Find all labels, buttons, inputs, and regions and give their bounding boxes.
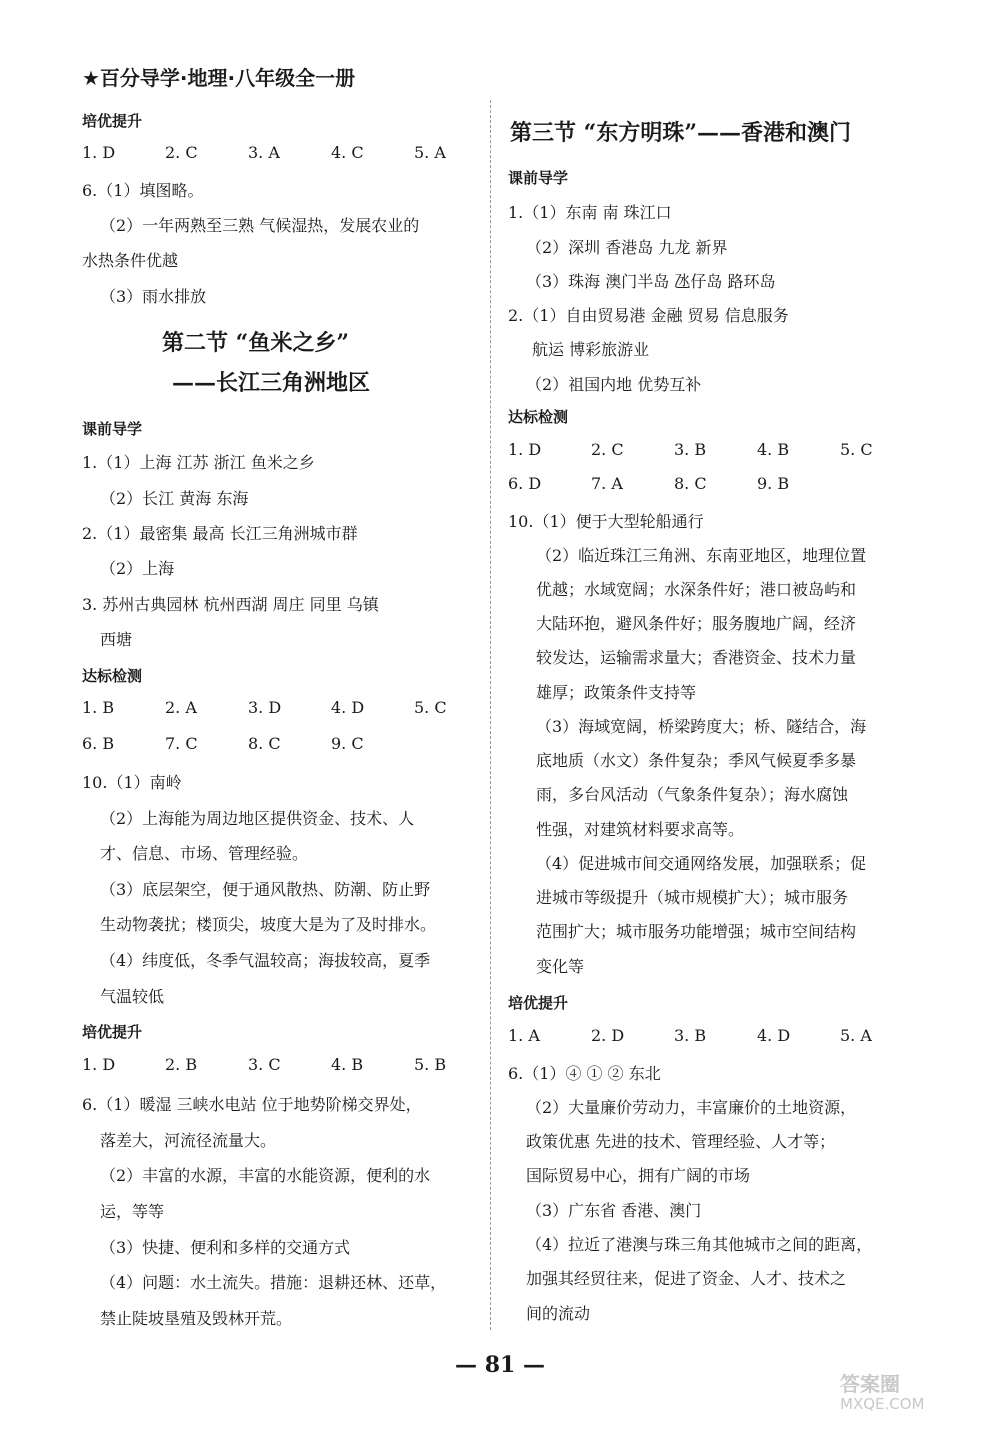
text-line: 雨，多台风活动（气象条件复杂）；海水腐蚀	[536, 785, 849, 804]
text-line: 大陆环抱，避风条件好；服务腹地广阔，经济	[536, 614, 857, 633]
text-line: 变化等	[536, 957, 585, 976]
text-line: 生动物袭扰；楼顶尖，坡度大是为了及时排水。	[100, 915, 437, 934]
section-subtitle: ——长江三角洲地区	[172, 370, 371, 396]
answer: 2. C	[591, 440, 624, 459]
answer: 3. B	[674, 1026, 707, 1045]
answer: 8. C	[674, 474, 707, 493]
answer: 5. A	[840, 1026, 872, 1045]
text-line: 10.（1）便于大型轮船通行	[508, 512, 704, 531]
text-line: 2.（1）最密集 最高 长江三角洲城市群	[82, 524, 358, 543]
answer: 1. D	[82, 1055, 116, 1074]
text-line: （2）临近珠江三角洲、东南亚地区，地理位置	[536, 546, 867, 565]
answer-row	[82, 734, 414, 753]
text-line: 底地质（水文）条件复杂；季风气候夏季多暴	[536, 751, 857, 770]
text-line: 加强其经贸往来，促进了资金、人才、技术之	[526, 1269, 847, 1288]
text-line: 政策优惠 先进的技术、管理经验、人才等；	[526, 1132, 836, 1151]
text-line: 1.（1）上海 江苏 浙江 鱼米之乡	[82, 453, 315, 472]
answer-row	[82, 1055, 497, 1074]
text-line: （2）上海	[100, 559, 175, 578]
text-line: 进城市等级提升（城市规模扩大）；城市服务	[536, 888, 849, 907]
answer: 8. C	[248, 734, 281, 753]
answer: 4. D	[331, 698, 365, 717]
text-line: 性强，对建筑材料要求高等。	[536, 820, 745, 839]
text-line: （4）拉近了港澳与珠三角其他城市之间的距离，	[526, 1235, 873, 1254]
watermark-logo: 答案圈	[840, 1372, 900, 1396]
answer: 6. B	[82, 734, 115, 753]
text-line: 西塘	[100, 630, 133, 649]
text-line: （2）一年两熟至三熟 气候湿热，发展农业的	[100, 216, 420, 235]
text-line: 6.（1）暖湿 三峡水电站 位于地势阶梯交界处，	[82, 1095, 422, 1114]
text-line: 运，等等	[100, 1202, 165, 1221]
section-heading: 培优提升	[82, 1023, 143, 1041]
answer: 3. B	[674, 440, 707, 459]
answer: 5. C	[414, 698, 447, 717]
answer: 4. D	[757, 1026, 791, 1045]
answer: 7. C	[165, 734, 198, 753]
answer: 5. A	[414, 143, 446, 162]
answer: 5. C	[840, 440, 873, 459]
text-line: 优越；水域宽阔；水深条件好；港口被岛屿和	[536, 580, 857, 599]
answer: 2. A	[165, 698, 197, 717]
section-heading: 培优提升	[82, 112, 143, 130]
section-heading: 课前导学	[508, 169, 569, 187]
book-header: ★百分导学·地理·八年级全一册	[82, 66, 356, 90]
text-line: （2）祖国内地 优势互补	[526, 375, 702, 394]
answer: 3. C	[248, 1055, 281, 1074]
text-line: 气温较低	[100, 987, 165, 1006]
answer: 1. B	[82, 698, 115, 717]
text-line: （2）深圳 香港岛 九龙 新界	[526, 238, 728, 257]
answer: 2. C	[165, 143, 198, 162]
text-line: （4）促进城市间交通网络发展，加强联系；促	[536, 854, 867, 873]
text-line: 国际贸易中心，拥有广阔的市场	[526, 1166, 751, 1185]
text-line: 较发达，运输需求量大；香港资金、技术力量	[536, 648, 857, 667]
answer: 1. A	[508, 1026, 540, 1045]
answer: 3. A	[248, 143, 280, 162]
answer-row	[508, 474, 840, 493]
text-line: 10.（1）南岭	[82, 773, 182, 792]
answer-row	[508, 440, 923, 459]
answer-row	[82, 143, 497, 162]
answer-row	[82, 698, 497, 717]
text-line: 落差大，河流径流量大。	[100, 1131, 277, 1150]
answer: 9. C	[331, 734, 364, 753]
text-line: （2）大量廉价劳动力，丰富廉价的土地资源，	[526, 1098, 857, 1117]
text-line: 6.（1）填图略。	[82, 181, 204, 200]
section-title: 第二节 “鱼米之乡”	[162, 330, 349, 356]
text-line: 雄厚；政策条件支持等	[536, 683, 697, 702]
answer: 5. B	[414, 1055, 447, 1074]
text-line: （2）上海能为周边地区提供资金、技术、人	[100, 809, 415, 828]
text-line: （2）丰富的水源，丰富的水能资源，便利的水	[100, 1166, 431, 1185]
text-line: 航运 博彩旅游业	[532, 340, 650, 359]
answer: 1. D	[508, 440, 542, 459]
text-line: （3）快捷、便利和多样的交通方式	[100, 1238, 351, 1257]
text-line: 水热条件优越	[82, 251, 179, 270]
answer: 4. B	[331, 1055, 364, 1074]
text-line: 1.（1）东南 南 珠江口	[508, 203, 672, 222]
section-heading: 课前导学	[82, 420, 143, 438]
text-line: （3）雨水排放	[100, 287, 207, 306]
section-heading: 达标检测	[508, 408, 569, 426]
answer: 9. B	[757, 474, 790, 493]
text-line: 才、信息、市场、管理经验。	[100, 844, 309, 863]
text-line: 3. 苏州古典园林 杭州西湖 周庄 同里 乌镇	[82, 595, 379, 614]
text-line: （3）海域宽阔，桥梁跨度大；桥、隧结合，海	[536, 717, 867, 736]
text-line: （3）珠海 澳门半岛 氹仔岛 路环岛	[526, 272, 776, 291]
text-line: （4）纬度低，冬季气温较高；海拔较高，夏季	[100, 951, 431, 970]
page-number: — 81 —	[455, 1352, 545, 1378]
answer: 3. D	[248, 698, 282, 717]
text-line: 间的流动	[526, 1304, 591, 1323]
answer: 6. D	[508, 474, 542, 493]
text-line: （3）广东省 香港、澳门	[526, 1201, 702, 1220]
answer: 7. A	[591, 474, 623, 493]
text-line: 6.（1）④ ① ② 东北	[508, 1064, 661, 1083]
text-line: （2）长江 黄海 东海	[100, 489, 249, 508]
text-line: 禁止陡坡垦殖及毁林开荒。	[100, 1309, 293, 1328]
section-title: 第三节 “东方明珠”——香港和澳门	[510, 120, 851, 146]
answer: 1. D	[82, 143, 116, 162]
answer: 4. B	[757, 440, 790, 459]
answer: 4. C	[331, 143, 364, 162]
text-line: （4）问题：水土流失。措施：退耕还林、还草，	[100, 1273, 447, 1292]
text-line: 2.（1）自由贸易港 金融 贸易 信息服务	[508, 306, 789, 325]
text-line: 范围扩大；城市服务功能增强；城市空间结构	[536, 922, 857, 941]
section-heading: 达标检测	[82, 667, 143, 685]
watermark-url: MXQE.COM	[840, 1395, 925, 1413]
answer: 2. D	[591, 1026, 625, 1045]
answer-row	[508, 1026, 923, 1045]
answer: 2. B	[165, 1055, 198, 1074]
text-line: （3）底层架空，便于通风散热、防潮、防止野	[100, 880, 431, 899]
section-heading: 培优提升	[508, 994, 569, 1012]
